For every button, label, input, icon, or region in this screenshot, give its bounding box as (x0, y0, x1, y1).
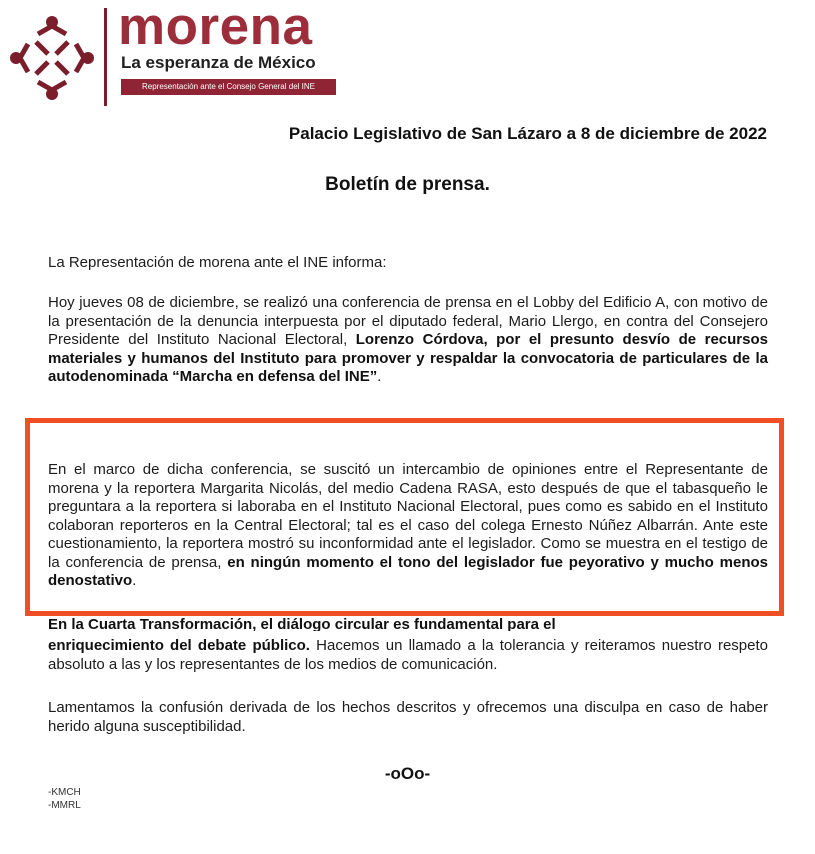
paragraph-intro (48, 254, 768, 273)
document-title: Boletín de prensa. (325, 174, 490, 195)
text-run: En el marco de dicha conferencia, se suscitó un intercambio de opiniones entre el Representante de morena y la reportera Margarita Nicolás, del medio Cadena RASA, esto después de que el tabasqueño le preguntara a la reportera si laboraba en el Instituto Nacional Electoral, pues como es sabido en el Instituto colaboran reporteros en la Central Electoral; tal es el caso del colega Ernesto Núñez Albarrán. Ante este cuestionamiento, la reportera mostró su inconformidad ante el legislador. Como se muestra en el testigo de la conferencia de prensa, (48, 461, 768, 571)
highlight-box (25, 418, 784, 616)
paragraph-transformation-partial (48, 616, 768, 631)
initials-line: -KMCH (48, 787, 81, 798)
text-run: La Representación de morena ante el INE informa: (48, 254, 387, 271)
text-run: Hacemos un llamado a la tolerancia y reiteramos nuestro respeto absoluto a las y los representantes de los medios de comunicación. (48, 637, 768, 673)
paragraph-apology (48, 699, 768, 736)
bold-text: En la Cuarta Transformación, el diálogo circular es fundamental para el (48, 616, 556, 631)
logo-divider (104, 8, 107, 106)
brand-tagline: La esperanza de México (121, 53, 316, 72)
bold-text: Lorenzo Córdova, por el presunto desvío de recursos materiales y humanos del Instituto para promover y respaldar la convocatoria de particulares de la autodenominada “Marcha en defensa del INE” (48, 331, 768, 385)
closing-mark: -oOo- (384, 764, 431, 783)
brand-name: morena (118, 0, 313, 56)
paragraph-conference (48, 294, 768, 387)
brand-subtitle: Representación ante el Consejo General del INE (121, 79, 336, 95)
paragraph-debate (48, 637, 768, 674)
text-run: . (377, 368, 382, 385)
bold-text: en ningún momento el tono del legislador fue peyorativo y mucho menos denostativo (48, 553, 768, 589)
morena-emblem-icon (8, 14, 96, 102)
text-run: Lamentamos la confusión derivada de los hechos descritos y ofrecemos una disculpa en caso de haber herido alguna susceptibilidad. (48, 699, 768, 735)
bold-text: enriquecimiento del debate público. (48, 637, 310, 654)
initials-line: -MMRL (48, 800, 81, 811)
text-run: . (132, 572, 137, 589)
place-date: Palacio Legislativo de San Lázaro a 8 de diciembre de 2022 (288, 124, 767, 143)
text-run: Hoy jueves 08 de diciembre, se realizó una conferencia de prensa en el Lobby del Edificio A, con motivo de la presentación de la denuncia interpuesta por el diputado federal, Mario Llergo, en contra del Consejero Presidente del Instituto Nacional Electoral, (48, 294, 768, 348)
